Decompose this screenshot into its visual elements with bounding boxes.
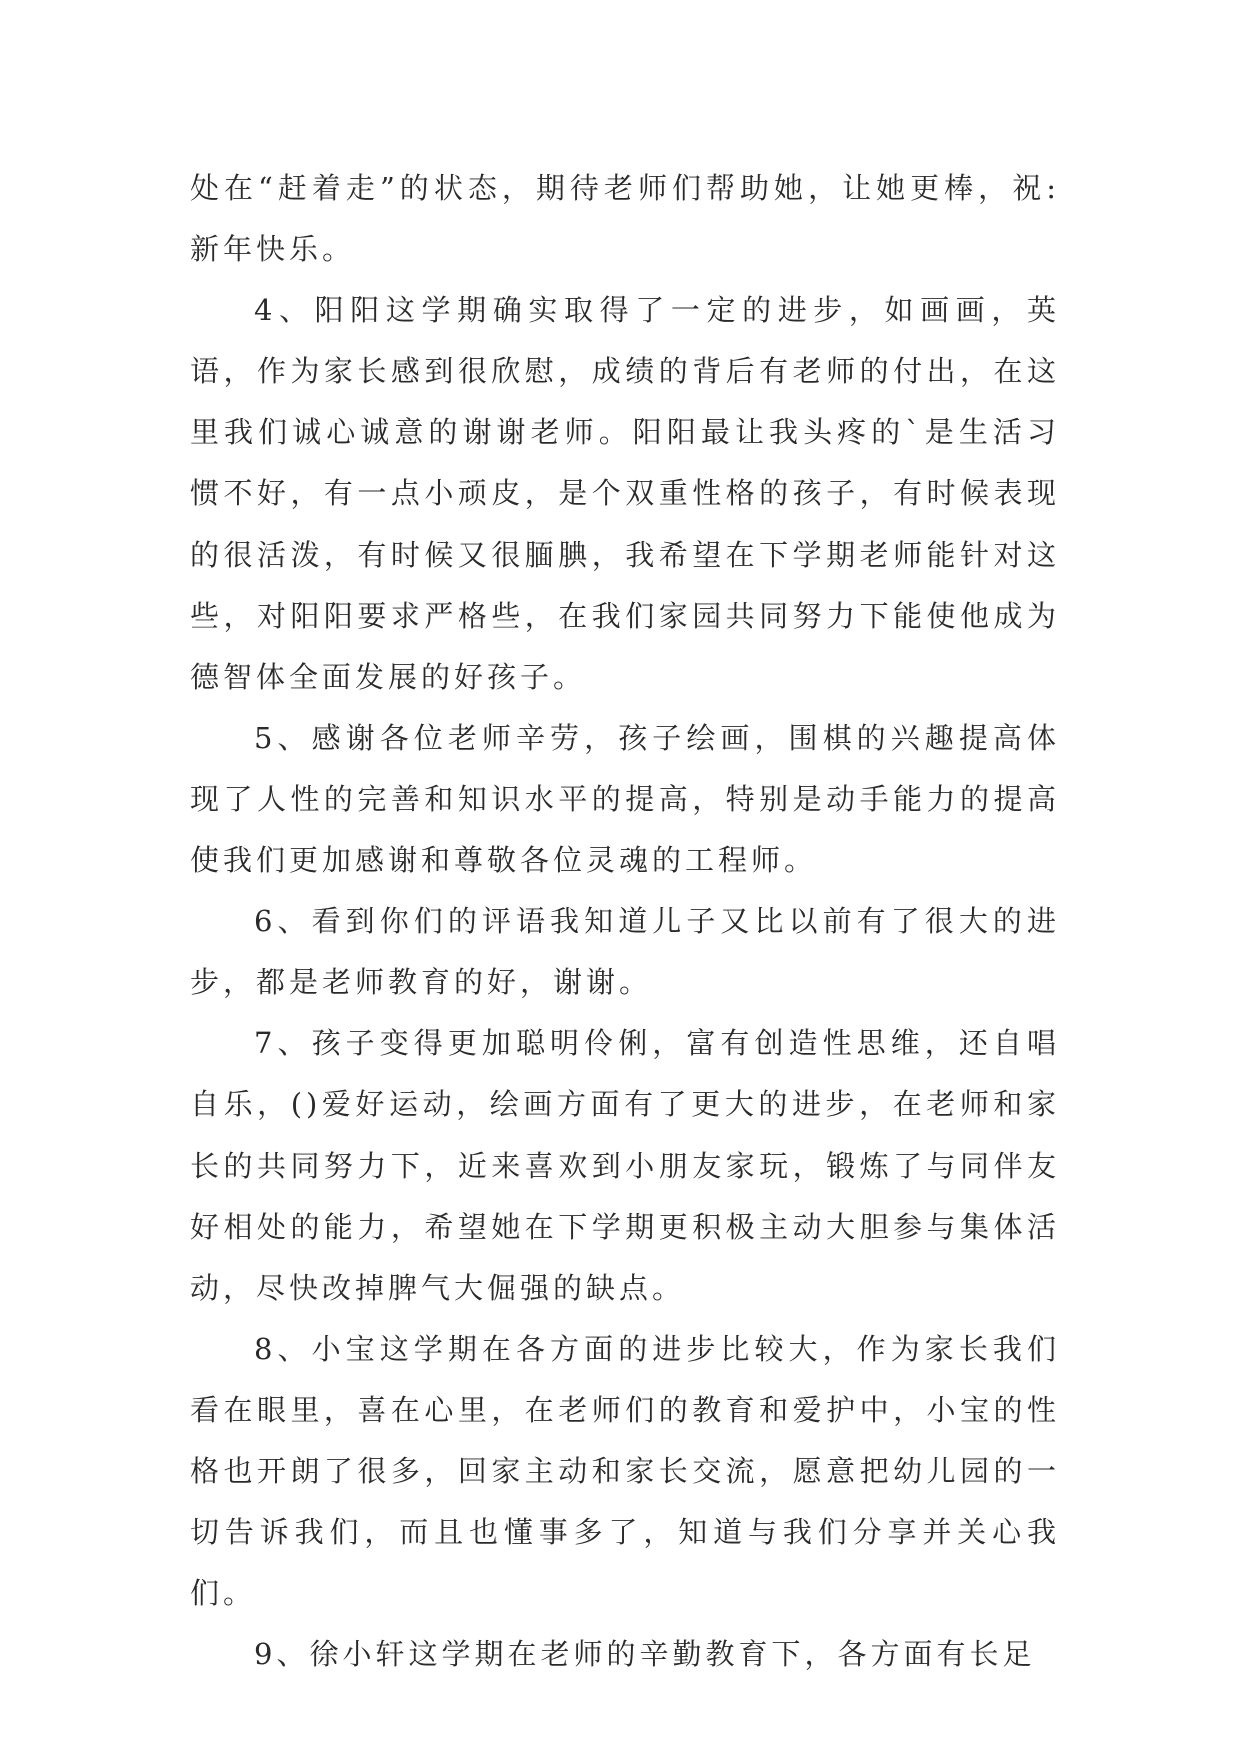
paragraph-item-6: 6、看到你们的评语我知道儿子又比以前有了很大的进步，都是老师教育的好，谢谢。 — [190, 904, 1060, 1000]
paragraph-item-7: 7、孩子变得更加聪明伶俐，富有创造性思维，还自唱自乐，()爱好运动，绘画方面有了更大的进步，在老师和家长的共同努力下，近来喜欢到小朋友家玩，锻炼了与同伴友好相处的能力，希望她在下学期更积极主动大胆参与集体活动，尽快改掉脾气大倔强的缺点。 — [190, 1026, 1060, 1305]
paragraph-continuation: 处在“赶着走”的状态，期待老师们帮助她，让她更棒，祝:新年快乐。 — [190, 171, 1060, 267]
paragraph-item-4: 4、阳阳这学期确实取得了一定的进步，如画画，英语，作为家长感到很欣慰，成绩的背后有老师的付出，在这里我们诚心诚意的谢谢老师。阳阳最让我头疼的`是生活习惯不好，有一点小顽皮，是个双重性格的孩子，有时候表现的很活泼，有时候又很腼腆，我希望在下学期老师能针对这些，对阳阳要求严格些，在我们家园共同努力下能使他成为德智体全面发展的好孩子。 — [190, 293, 1060, 694]
paragraph-item-5: 5、感谢各位老师辛劳，孩子绘画，围棋的兴趣提高体现了人性的完善和知识水平的提高，特别是动手能力的提高使我们更加感谢和尊敬各位灵魂的工程师。 — [190, 720, 1060, 878]
paragraph-item-9: 9、徐小轩这学期在老师的辛勤教育下，各方面有长足 — [254, 1637, 1036, 1672]
document-body — [190, 158, 1060, 1685]
paragraph-item-8: 8、小宝这学期在各方面的进步比较大，作为家长我们看在眼里，喜在心里，在老师们的教育和爱护中，小宝的性格也开朗了很多，回家主动和家长交流，愿意把幼儿园的一切告诉我们，而且也懂事多了，知道与我们分享并关心我们。 — [190, 1331, 1060, 1611]
